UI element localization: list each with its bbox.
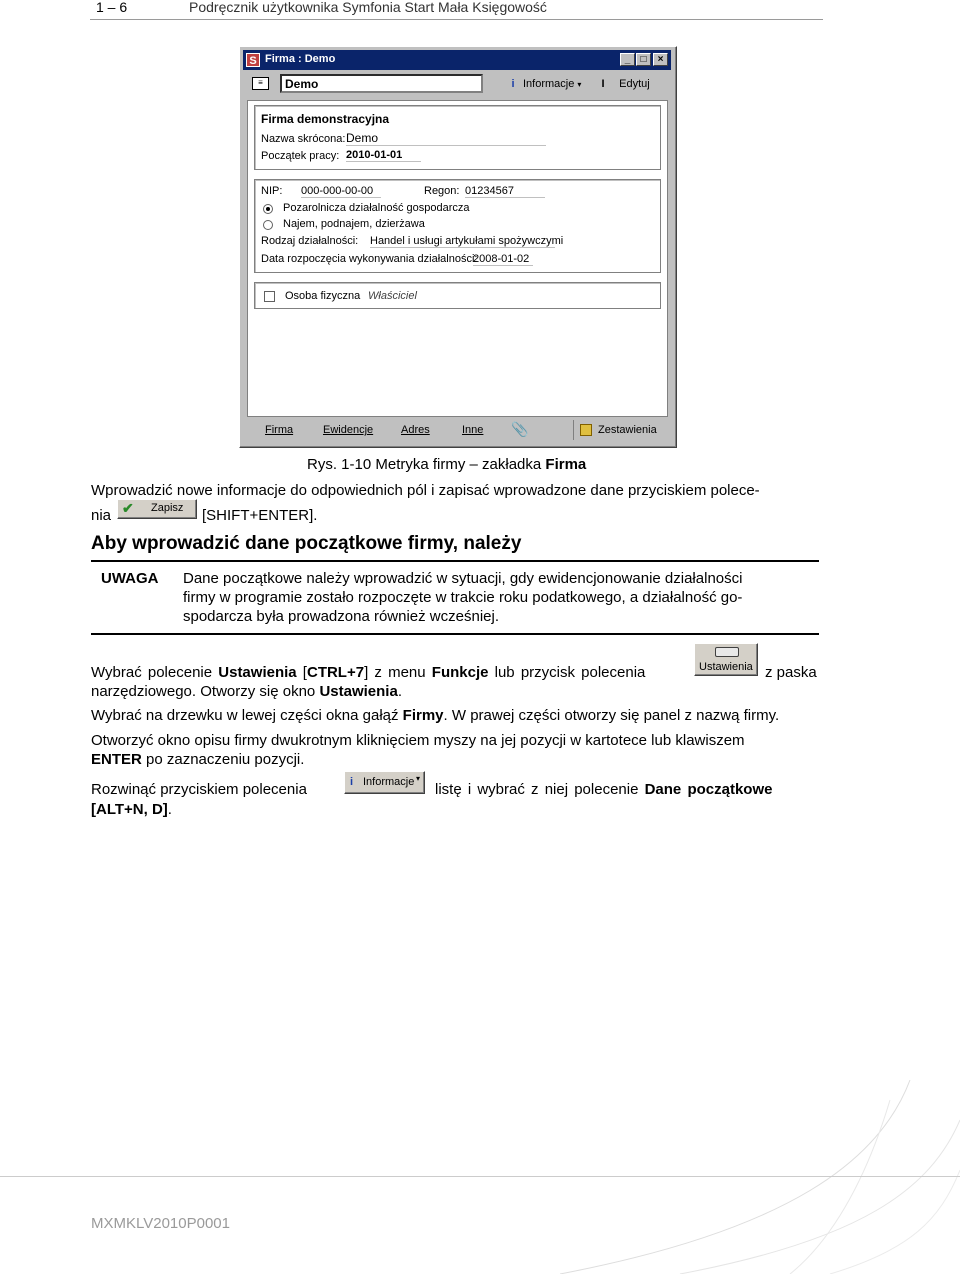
- decorative-curves: [560, 1080, 960, 1274]
- report-button-label: Zestawienia: [598, 424, 657, 436]
- radio-rental-label: Najem, podnajem, dzierżawa: [283, 218, 425, 230]
- para1-prefix: nia: [91, 507, 112, 524]
- company-window: [239, 46, 677, 448]
- app-icon: S: [246, 53, 260, 67]
- para1-shortcut: [SHIFT+ENTER].: [202, 507, 318, 524]
- info-icon-small: i: [350, 776, 354, 788]
- step1-line2: narzędziowego. Otworzy się okno Ustawienia.: [91, 683, 402, 700]
- edit-button[interactable]: [597, 74, 650, 94]
- tab-inne[interactable]: Inne: [462, 424, 484, 436]
- window-title: Firma : Demo: [265, 53, 336, 65]
- tax-group: [254, 179, 661, 273]
- settings-button[interactable]: [694, 643, 758, 676]
- text-cursor-icon: I: [601, 78, 605, 90]
- window-toolbar: [243, 71, 671, 96]
- section-heading: Aby wprowadzić dane początkowe firmy, należy: [91, 533, 522, 554]
- step2: Wybrać na drzewku w lewej części okna gałąź Firmy. W prawej części otworzy się panel z nazwą firmy.: [91, 707, 780, 724]
- para1-line1: Wprowadzić nowe informacje do odpowiednich pól i zapisać wprowadzone dane przyciskiem polece-: [91, 482, 760, 499]
- info-dropdown-label: Informacje: [363, 776, 415, 788]
- natural-person-checkbox[interactable]: [264, 291, 275, 302]
- form-panel: [247, 100, 668, 417]
- close-icon[interactable]: ×: [653, 53, 668, 66]
- company-combo[interactable]: Demo: [280, 74, 483, 93]
- settings-icon: [715, 647, 739, 657]
- tab-ewidencje[interactable]: Ewidencje: [323, 424, 374, 436]
- step4-line1: listę i wybrać z niej polecenie Dane początkowe: [435, 781, 773, 798]
- info-dropdown-button[interactable]: [344, 771, 425, 794]
- owner-link[interactable]: Właściciel: [368, 290, 417, 302]
- footer-divider: [0, 1176, 960, 1177]
- save-button-label: Zapisz: [151, 502, 184, 514]
- maximize-icon[interactable]: □: [636, 53, 651, 66]
- report-icon: [580, 424, 592, 436]
- tab-adres[interactable]: Adres: [401, 424, 430, 436]
- nip-label: NIP:: [261, 185, 283, 197]
- radio-rental[interactable]: [263, 220, 273, 230]
- note-bottom-rule: [91, 633, 819, 635]
- step4-prefix: Rozwinąć przyciskiem polecenia: [91, 781, 307, 798]
- natural-person-label: Osoba fizyczna: [285, 290, 361, 302]
- note-line1: Dane początkowe należy wprowadzić w sytuacji, gdy ewidencjonowanie działalności: [183, 570, 743, 587]
- figure-caption: [307, 456, 586, 473]
- nip-field[interactable]: 000-000-00-00: [301, 185, 381, 198]
- info-button-label: Informacje: [523, 78, 575, 90]
- page-header-title: Podręcznik użytkownika Symfonia Start Mała Księgowość: [189, 0, 547, 15]
- minimize-icon[interactable]: _: [620, 53, 635, 66]
- person-group: [254, 282, 661, 309]
- start-date-label: Początek pracy:: [261, 150, 340, 162]
- radio-business[interactable]: [263, 204, 273, 214]
- step3-line2: ENTER po zaznaczeniu pozycji.: [91, 751, 305, 768]
- regon-field[interactable]: 01234567: [465, 185, 545, 198]
- settings-button-label: Ustawienia: [699, 661, 753, 673]
- window-titlebar: [243, 50, 671, 70]
- edit-button-label: Edytuj: [619, 78, 650, 90]
- company-group: [254, 105, 661, 170]
- company-full-name: Firma demonstracyjna: [261, 112, 390, 126]
- dropdown-arrow-icon: ▾: [577, 80, 582, 89]
- short-name-label: Nazwa skrócona:: [261, 133, 346, 145]
- tab-firma[interactable]: Firma: [265, 424, 294, 436]
- info-button[interactable]: [507, 74, 581, 94]
- paperclip-icon[interactable]: 📎: [511, 421, 529, 437]
- regon-label: Regon:: [424, 185, 460, 197]
- checkmark-icon: ✔: [122, 500, 134, 516]
- report-button[interactable]: [573, 420, 668, 440]
- activity-type-label: Rodzaj działalności:: [261, 235, 359, 247]
- note-line2: firmy w programie zostało rozpoczęte w trakcie roku podatkowego, a działalność go-: [183, 589, 743, 606]
- step1-suffix: z paska: [765, 664, 817, 681]
- step3-line1: Otworzyć okno opisu firmy dwukrotnym kliknięciem myszy na jej pozycji w kartotece lub klawiszem: [91, 732, 745, 749]
- note-label: UWAGA: [101, 570, 159, 587]
- save-button[interactable]: [117, 499, 197, 519]
- activity-type-field[interactable]: Handel i usługi artykułami spożywczymi: [370, 235, 564, 247]
- radio-business-label: Pozarolnicza działalność gospodarcza: [283, 202, 470, 214]
- activity-date-label: Data rozpoczęcia wykonywania działalności:: [261, 253, 478, 265]
- start-date-field[interactable]: 2010-01-01: [346, 149, 421, 162]
- card-icon[interactable]: ≡: [252, 77, 269, 90]
- caption-bold: Firma: [545, 456, 587, 473]
- step1-line1: Wybrać polecenie Ustawienia [CTRL+7] z menu Funkcje lub przycisk polecenia: [91, 664, 646, 681]
- footer-code: MXMKLV2010P0001: [91, 1215, 230, 1232]
- note-top-rule: [91, 560, 819, 562]
- window-tabs: [247, 419, 668, 443]
- caption-text: Rys. 1-10 Metryka firmy – zakładka: [307, 456, 546, 473]
- step4-line2: [ALT+N, D].: [91, 801, 172, 818]
- info-icon: i: [511, 78, 515, 90]
- note-line3: spodarcza była prowadzona również wcześniej.: [183, 608, 499, 625]
- short-name-field[interactable]: Demo: [346, 131, 546, 146]
- page-number: 1 – 6: [96, 0, 128, 15]
- activity-date-field[interactable]: 2008-01-02: [473, 253, 533, 266]
- header-divider: [90, 19, 823, 20]
- dropdown-arrow-icon: ▾: [416, 774, 421, 783]
